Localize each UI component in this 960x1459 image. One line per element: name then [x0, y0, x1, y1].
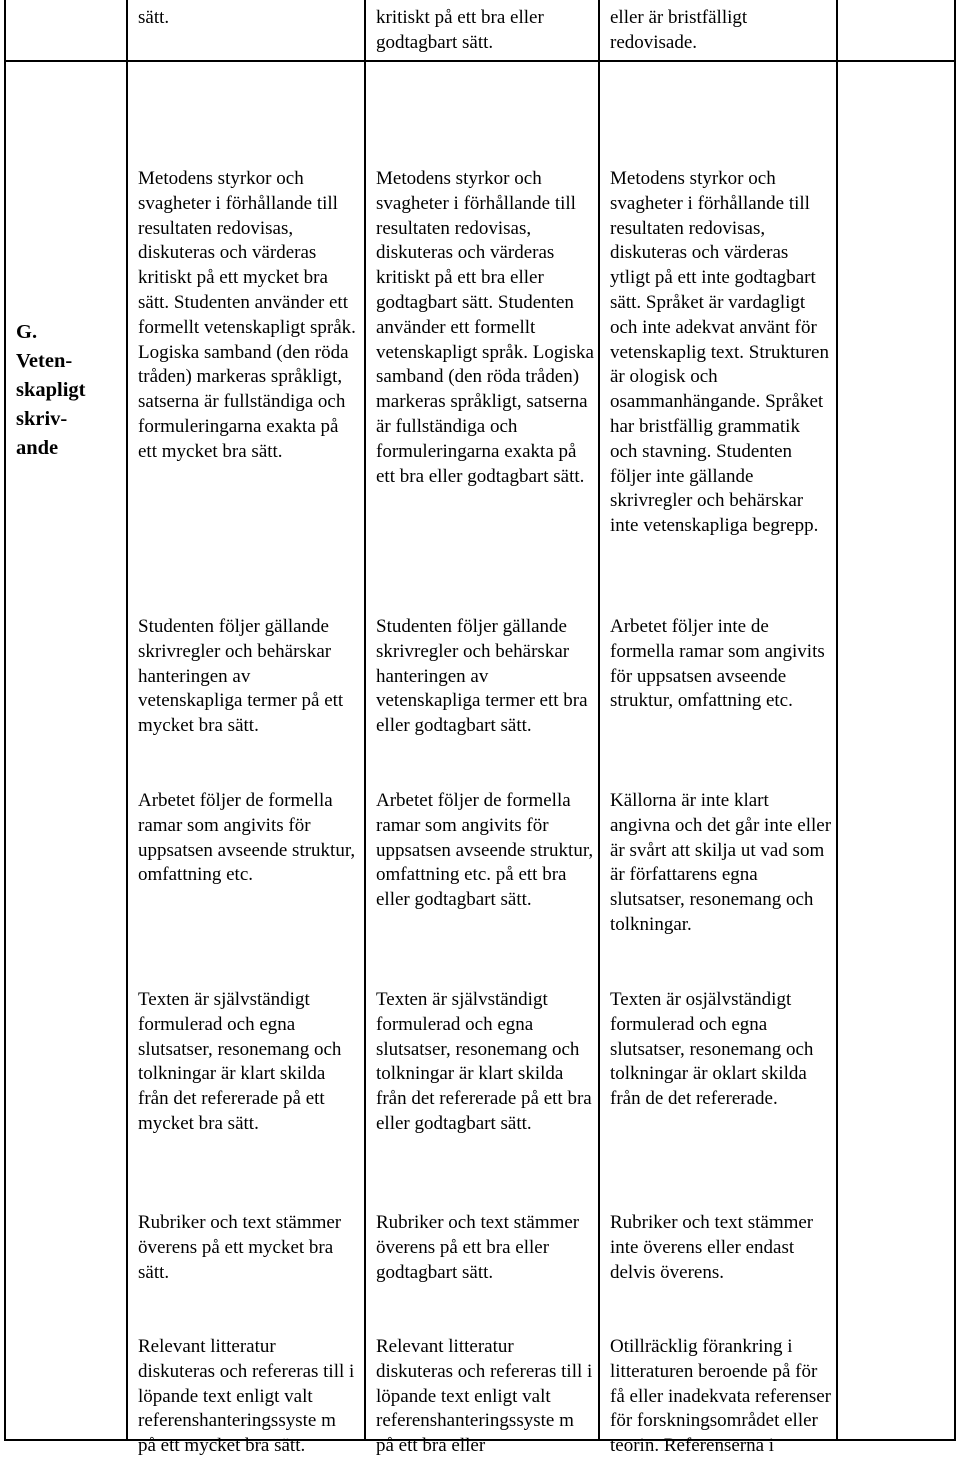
good-paragraph-headings: Rubriker och text stämmer överens på ett bra eller godtagbart sätt. — [376, 1212, 580, 1283]
excellent-paragraph-method: Metodens styrkor och svagheter i förhållande till resultaten redovisas, diskuteras och värderas kritiskt på ett mycket bra sätt. Studenten använder ett formellt vetenskapligt språk. Logiska samband (den röda tråden) markeras språkligt, satserna är fullständiga och formuleringarna exakta på ett mycket bra sätt. — [138, 168, 356, 462]
insufficient-paragraph-literature: Otillräcklig förankring i litteraturen beroende på för få eller inadekvata referenser för forskningsområdet eller teorin. Referenserna i — [610, 1336, 831, 1457]
excellent-paragraph-formal-frame: Arbetet följer de formella ramar som angivits för uppsatsen avseende struktur, omfattning etc. — [138, 790, 356, 886]
top-text-excellent: sätt. — [138, 7, 170, 28]
criterion-line: skapligt — [16, 379, 86, 401]
good-cell — [366, 62, 600, 1457]
excellent-cell — [128, 62, 366, 1457]
criterion-line: ande — [16, 437, 59, 459]
insufficient-cell — [600, 62, 838, 1457]
insufficient-paragraph-method: Metodens styrkor och svagheter i förhållande till resultaten redovisas, diskuteras och värderas ytligt på ett inte godtagbart sätt. Språket är vardagligt och inte adekvat använt för vetenskaplig text. Strukturen är ologisk och osammanhängande. Språket har bristfällig grammatik och stavning. Studenten följer inte gällande skrivregler och behärskar inte vetenskapliga begrepp. — [610, 168, 829, 537]
extra-cell — [838, 62, 956, 1441]
excellent-paragraph-independence: Texten är självständigt formulerad och egna slutsatser, resonemang och tolkningar är klart skilda från det refererade på ett mycket bra sätt. — [138, 989, 342, 1134]
insufficient-paragraph-sources: Källorna är inte klart angivna och det går inte eller är svårt att skilja ut vad som är författarens egna slutsatser, resonemang och tolkningar. — [610, 790, 832, 935]
assessment-table — [4, 0, 954, 1457]
top-text-good: kritiskt på ett bra eller godtagbart sätt. — [376, 7, 544, 53]
good-paragraph-method: Metodens styrkor och svagheter i förhållande till resultaten redovisas, diskuteras och värderas kritiskt på ett bra eller godtagbart sätt. Studenten använder ett formellt vetenskapligt språk. Logiska samband (den röda tråden) markeras språkligt, satserna är fullständiga och formuleringarna exakta på ett bra eller godtagbart sätt. — [376, 168, 594, 487]
top-cell-good — [366, 0, 600, 62]
good-paragraph-literature: Relevant litteratur diskuteras och refereras till i löpande text enligt valt referenshanteringssyste m på ett bra eller — [376, 1336, 593, 1457]
top-cell-criterion — [6, 0, 128, 62]
good-paragraph-independence: Texten är självständigt formulerad och egna slutsatser, resonemang och tolkningar är klart skilda från det refererade på ett bra eller godtagbart sätt. — [376, 989, 592, 1134]
criterion-label — [16, 318, 86, 463]
criterion-line: G. — [16, 321, 38, 343]
criterion-line: skriv- — [16, 408, 68, 430]
good-paragraph-formal-frame: Arbetet följer de formella ramar som angivits för uppsatsen avseende struktur, omfattning etc. på ett bra eller godtagbart sätt. — [376, 790, 594, 911]
good-paragraph-writing-rules: Studenten följer gällande skrivregler och behärskar hanteringen av vetenskapliga termer ett bra eller godtagbart sätt. — [376, 616, 588, 737]
top-text-insufficient: eller är bristfälligt redovisade. — [610, 7, 748, 53]
insufficient-paragraph-formal-frame: Arbetet följer inte de formella ramar som angivits för uppsatsen avseende struktur, omfattning etc. — [610, 616, 825, 712]
top-cell-insufficient — [600, 0, 838, 62]
criterion-line: Veten- — [16, 350, 73, 372]
insufficient-paragraph-headings: Rubriker och text stämmer inte överens eller endast delvis överens. — [610, 1212, 814, 1283]
insufficient-paragraph-independence: Texten är osjälvständigt formulerad och egna slutsatser, resonemang och tolkningar är oklart skilda från de det refererade. — [610, 989, 814, 1110]
top-cell-excellent — [128, 0, 366, 62]
criterion-cell — [6, 62, 128, 1441]
excellent-paragraph-literature: Relevant litteratur diskuteras och refereras till i löpande text enligt valt referenshanteringssyste m på ett mycket bra sätt. — [138, 1336, 355, 1457]
excellent-paragraph-writing-rules: Studenten följer gällande skrivregler och behärskar hanteringen av vetenskapliga termer på ett mycket bra sätt. — [138, 616, 344, 737]
top-cell-extra — [838, 0, 956, 62]
excellent-paragraph-headings: Rubriker och text stämmer överens på ett mycket bra sätt. — [138, 1212, 342, 1283]
